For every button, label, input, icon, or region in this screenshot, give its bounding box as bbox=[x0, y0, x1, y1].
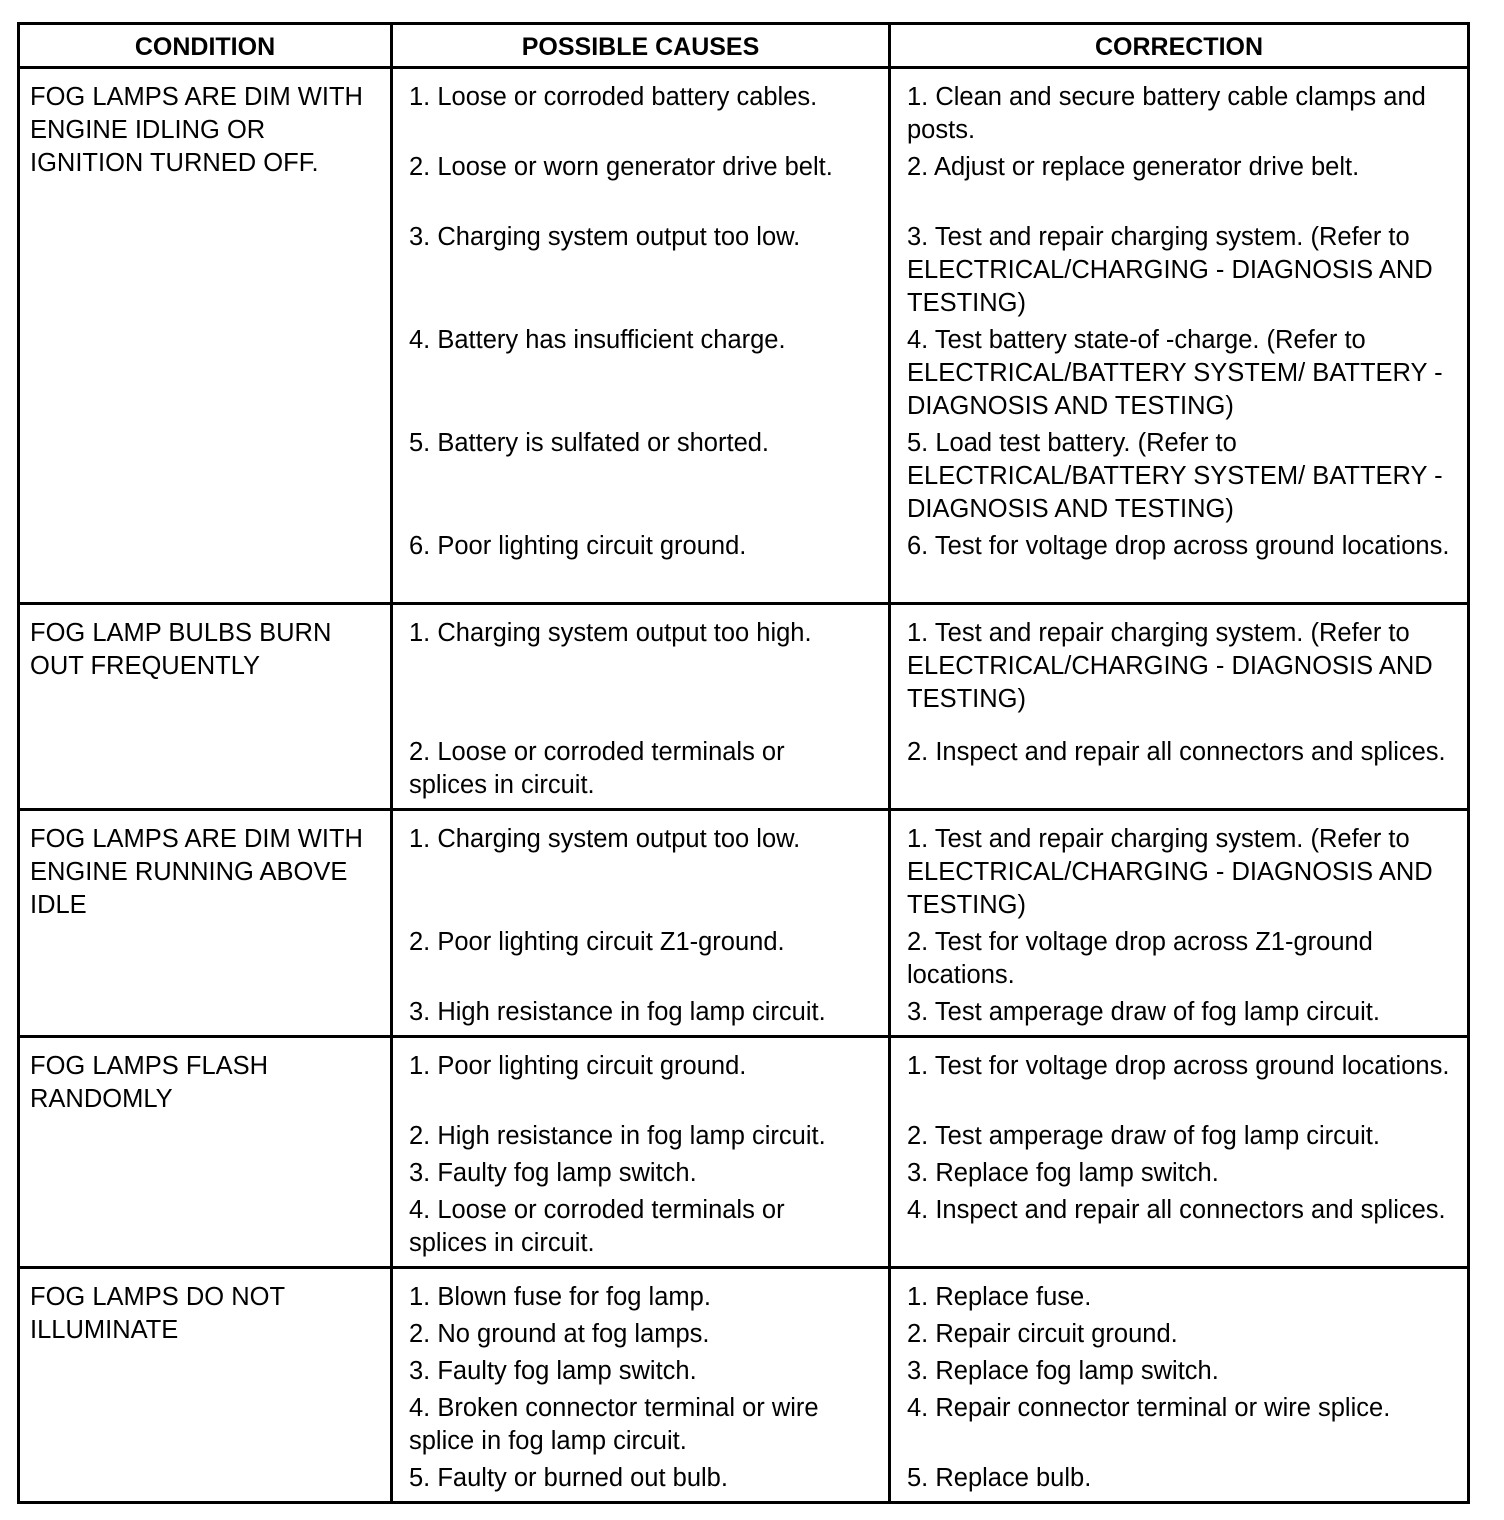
corrections-cell bbox=[890, 810, 1469, 1037]
table-row bbox=[19, 1268, 1469, 1503]
cause-item: 4. Broken connector terminal or wire splice in fog lamp circuit. bbox=[409, 1394, 819, 1455]
cause-item: 2. No ground at fog lamps. bbox=[409, 1320, 710, 1348]
header-correction: CORRECTION bbox=[890, 24, 1469, 68]
cause-item: 4. Loose or corroded terminals or splices in circuit. bbox=[409, 1196, 785, 1257]
cause-item: 2. Loose or corroded terminals or splices in circuit. bbox=[409, 738, 785, 799]
correction-item: 3. Replace fog lamp switch. bbox=[907, 1357, 1219, 1385]
header-condition: CONDITION bbox=[19, 24, 392, 68]
cause-item: 5. Battery is sulfated or shorted. bbox=[409, 429, 770, 457]
header-row bbox=[19, 24, 1469, 68]
table-row bbox=[19, 68, 1469, 604]
causes-cell bbox=[392, 68, 890, 604]
correction-item: 4. Test battery state-of -charge. (Refer to ELECTRICAL/BATTERY SYSTEM/ BATTERY - DIAGNOSIS AND TESTING) bbox=[907, 326, 1443, 420]
cause-item: 6. Poor lighting circuit ground. bbox=[409, 532, 747, 560]
correction-item: 4. Inspect and repair all connectors and splices. bbox=[907, 1196, 1446, 1224]
correction-item: 5. Replace bulb. bbox=[907, 1464, 1092, 1492]
cause-item: 3. High resistance in fog lamp circuit. bbox=[409, 998, 826, 1026]
causes-cell bbox=[392, 604, 890, 810]
cause-item: 3. Faulty fog lamp switch. bbox=[409, 1357, 697, 1385]
correction-item: 2. Repair circuit ground. bbox=[907, 1320, 1178, 1348]
cause-item: 3. Charging system output too low. bbox=[409, 223, 801, 251]
cause-item: 1. Loose or corroded battery cables. bbox=[409, 83, 818, 111]
correction-item: 6. Test for voltage drop across ground locations. bbox=[907, 532, 1450, 560]
correction-item: 4. Repair connector terminal or wire splice. bbox=[907, 1394, 1391, 1422]
cause-item: 1. Charging system output too high. bbox=[409, 619, 812, 647]
correction-item: 5. Load test battery. (Refer to ELECTRICAL/BATTERY SYSTEM/ BATTERY - DIAGNOSIS AND TESTING) bbox=[907, 429, 1443, 523]
condition-cell: FOG LAMPS ARE DIM WITH ENGINE RUNNING ABOVE IDLE bbox=[19, 810, 392, 1037]
condition-cell: FOG LAMPS DO NOT ILLUMINATE bbox=[19, 1268, 392, 1503]
cause-item: 3. Faulty fog lamp switch. bbox=[409, 1159, 697, 1187]
correction-item: 3. Test and repair charging system. (Refer to ELECTRICAL/CHARGING - DIAGNOSIS AND TESTING) bbox=[907, 223, 1433, 317]
causes-cell bbox=[392, 810, 890, 1037]
causes-cell bbox=[392, 1268, 890, 1503]
cause-item: 1. Charging system output too low. bbox=[409, 825, 801, 853]
condition-cell: FOG LAMPS ARE DIM WITH ENGINE IDLING OR IGNITION TURNED OFF. bbox=[19, 68, 392, 604]
correction-item: 2. Inspect and repair all connectors and splices. bbox=[907, 738, 1446, 766]
corrections-cell bbox=[890, 68, 1469, 604]
correction-item: 2. Adjust or replace generator drive belt. bbox=[907, 153, 1360, 181]
header-possible-causes: POSSIBLE CAUSES bbox=[392, 24, 890, 68]
condition-cell: FOG LAMPS FLASH RANDOMLY bbox=[19, 1037, 392, 1268]
condition-cell: FOG LAMP BULBS BURN OUT FREQUENTLY bbox=[19, 604, 392, 810]
cause-item: 1. Poor lighting circuit ground. bbox=[409, 1052, 747, 1080]
correction-item: 1. Test for voltage drop across ground locations. bbox=[907, 1052, 1450, 1080]
table-row bbox=[19, 604, 1469, 810]
cause-item: 2. Loose or worn generator drive belt. bbox=[409, 153, 833, 181]
table-row bbox=[19, 810, 1469, 1037]
diagnosis-table bbox=[17, 22, 1470, 1504]
correction-item: 2. Test amperage draw of fog lamp circuit. bbox=[907, 1122, 1380, 1150]
cause-item: 5. Faulty or burned out bulb. bbox=[409, 1464, 728, 1492]
correction-item: 2. Test for voltage drop across Z1-ground locations. bbox=[907, 928, 1373, 989]
corrections-cell bbox=[890, 604, 1469, 810]
corrections-cell bbox=[890, 1268, 1469, 1503]
causes-cell bbox=[392, 1037, 890, 1268]
cause-item: 1. Blown fuse for fog lamp. bbox=[409, 1283, 711, 1311]
cause-item: 2. High resistance in fog lamp circuit. bbox=[409, 1122, 826, 1150]
correction-item: 1. Test and repair charging system. (Refer to ELECTRICAL/CHARGING - DIAGNOSIS AND TESTING) bbox=[907, 619, 1433, 713]
corrections-cell bbox=[890, 1037, 1469, 1268]
correction-item: 1. Test and repair charging system. (Refer to ELECTRICAL/CHARGING - DIAGNOSIS AND TESTING) bbox=[907, 825, 1433, 919]
correction-item: 3. Test amperage draw of fog lamp circuit. bbox=[907, 998, 1380, 1026]
correction-item: 1. Clean and secure battery cable clamps and posts. bbox=[907, 83, 1426, 144]
cause-item: 4. Battery has insufficient charge. bbox=[409, 326, 786, 354]
correction-item: 1. Replace fuse. bbox=[907, 1283, 1092, 1311]
correction-item: 3. Replace fog lamp switch. bbox=[907, 1159, 1219, 1187]
table-row bbox=[19, 1037, 1469, 1268]
cause-item: 2. Poor lighting circuit Z1-ground. bbox=[409, 928, 785, 956]
